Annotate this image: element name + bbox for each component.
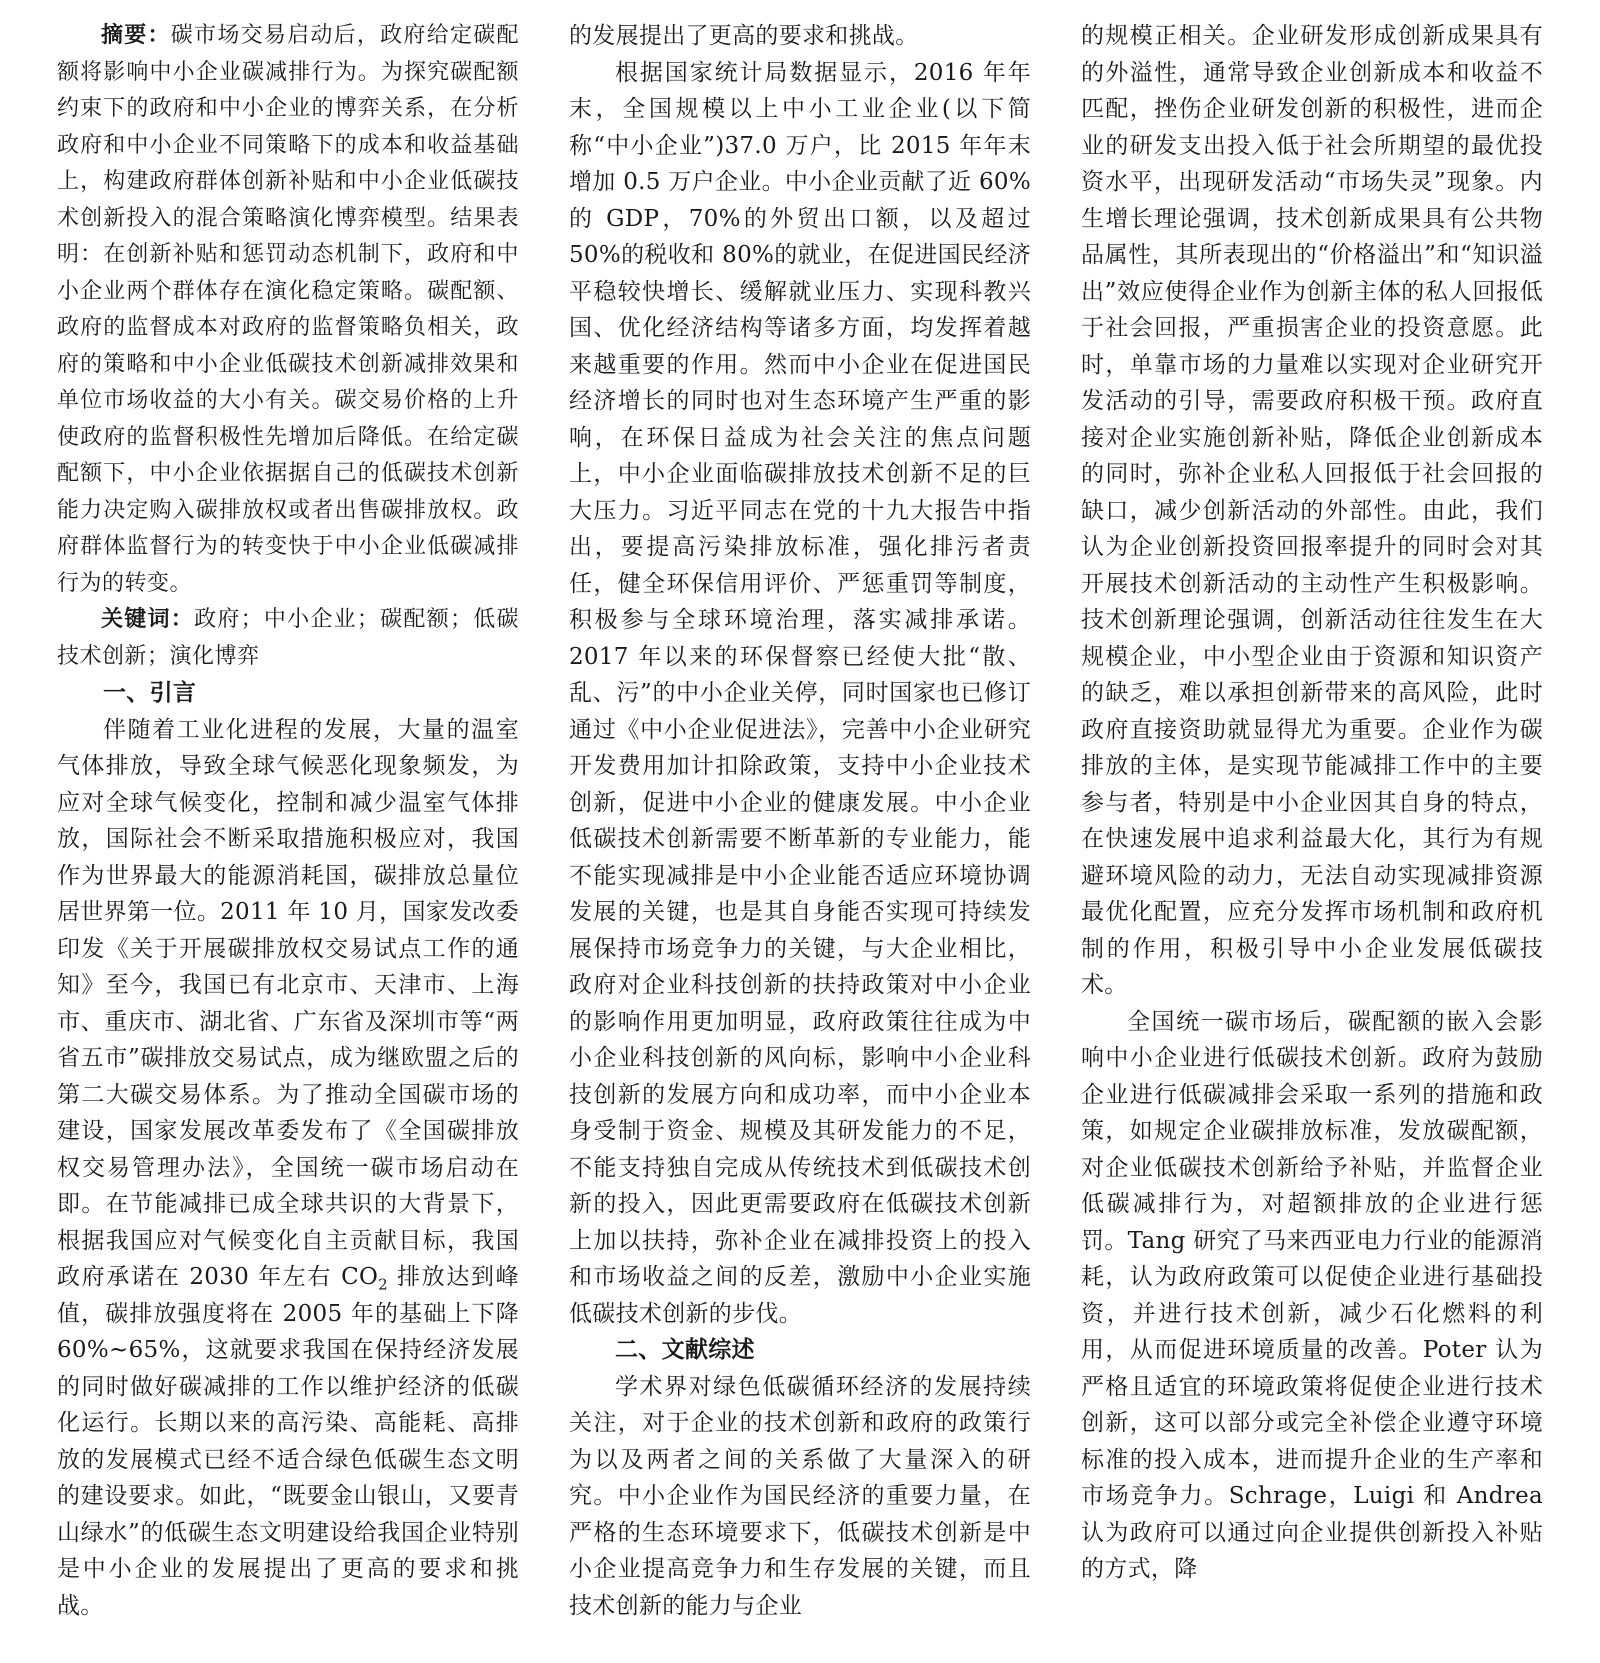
paper-page <box>57 18 1543 1648</box>
abstract <box>57 18 519 602</box>
intro-paragraph-2: 根据国家统计局数据显示，2016 年年末，全国规模以上中小工业企业(以下简称“中小企业”)37.0 万户，比 2015 年年末增加 0.5 万户企业。中小企业贡献了近 60%的 GDP，70%的外贸出口额，以及超过 50%的税收和 80%的就业，在促进国民经济平稳较快增长、缓解就业压力、实现科教兴国、优化经济结构等诸多方面，均发挥着越来越重要的作用。然而中小企业在促进国民经济增长的同时也对生态环境产生严重的影响，在环保日益成为社会关注的焦点问题上，中小企业面临碳排放技术创新不足的巨大压力。习近平同志在党的十九大报告中指出，要提高污染排放标准，强化排污者责任，健全环保信用评价、严惩重罚等制度，积极参与全球环境治理，落实减排承诺。2017 年以来的环保督察已经使大批“散、乱、污”的中小企业关停，同时国家也已修订通过《中小企业促进法》，完善中小企业研究开发费用加计扣除政策，支持中小企业技术创新，促进中小企业的健康发展。中小企业低碳技术创新需要不断革新的专业能力，能不能实现减排是中小企业能否适应环境协调发展的关键，也是其自身能否实现可持续发展保持市场竞争力的关键，与大企业相比，政府对企业科技创新的扶持政策对中小企业的影响作用更加明显，政府政策往往成为中小企业科技创新的风向标，影响中小企业科技创新的发展方向和成功率，而中小企业本身受制于资金、规模及其研发能力的不足，不能支持独自完成从传统技术到低碳技术创新的投入，因此更需要政府在低碳技术创新上加以扶持，弥补企业在减排投资上的投入和市场收益之间的反差，激励中小企业实施低碳技术创新的步伐。 <box>569 59 1031 1327</box>
co2-subscript: 2 <box>378 1275 388 1294</box>
text-column-2 <box>569 18 1031 1648</box>
intro-paragraph-1-tail: 的发展提出了更高的要求和挑战。 <box>569 23 919 49</box>
abstract-text: 碳市场交易启动后，政府给定碳配额将影响中小企业碳减排行为。为探究碳配额约束下的政府和中小企业的博弈关系，在分析政府和中小企业不同策略下的成本和收益基础上，构建政府群体创新补贴和中小企业低碳技术创新投入的混合策略演化博弈模型。结果表明：在创新补贴和惩罚动态机制下，政府和中小企业两个群体存在演化稳定策略。碳配额、政府的监督成本对政府的监督策略负相关，政府的策略和中小企业低碳技术创新减排效果和单位市场收益的大小有关。碳交易价格的上升使政府的监督积极性先增加后降低。在给定碳配额下，中小企业依据据自己的低碳技术创新能力决定购入碳排放权或者出售碳排放权。政府群体监督行为的转变快于中小企业低碳减排行为的转变。 <box>57 23 519 596</box>
text-column-1 <box>57 18 519 1648</box>
abstract-label: 摘要： <box>101 23 171 48</box>
keywords-label: 关键词： <box>101 607 195 632</box>
keywords <box>57 602 519 675</box>
keywords-text: 政府；中小企业；碳配额；低碳技术创新；演化博弈 <box>57 607 519 669</box>
section-title-introduction: 一、引言 <box>103 680 197 706</box>
intro-paragraph-1 <box>57 712 519 1625</box>
text-column-3 <box>1081 18 1543 1648</box>
review-paragraph-2: 全国统一碳市场后，碳配额的嵌入会影响中小企业进行低碳技术创新。政府为鼓励企业进行低碳减排会采取一系列的措施和政策，如规定企业碳排放标准，发放碳配额，对企业低碳技术创新给予补贴，并监督企业低碳减排行为，对超额排放的企业进行惩罚。Tang 研究了马来西亚电力行业的能源消耗，认为政府政策可以促使企业进行基础投资，并进行技术创新，减少石化燃料的利用，从而促进环境质量的改善。Poter 认为严格且适宜的环境政策将促使企业进行技术创新，这可以部分或完全补偿企业遵守环境标准的投入成本，进而提升企业的生产率和市场竞争力。Schrage，Luigi 和 Andrea 认为政府可以通过向企业提供创新投入补贴的方式，降 <box>1081 1008 1543 1582</box>
review-paragraph-1-head: 学术界对绿色低碳循环经济的发展持续关注，对于企业的技术创新和政府的政策行为以及两者之间的关系做了大量深入的研究。中小企业作为国民经济的重要力量，在严格的生态环境要求下，低碳技术创新是中小企业提高竞争力和生存发展的关键，而且技术创新的能力与企业 <box>569 1373 1031 1619</box>
section-title-literature-review: 二、文献综述 <box>615 1337 755 1363</box>
review-paragraph-1-tail: 的规模正相关。企业研发形成创新成果具有的外溢性，通常导致企业创新成本和收益不匹配，挫伤企业研发创新的积极性，进而企业的研发支出投入低于社会所期望的最优投资水平，出现研发活动“市场失灵”现象。内生增长理论强调，技术创新成果具有公共物品属性，其所表现出的“价格溢出”和“知识溢出”效应使得企业作为创新主体的私人回报低于社会回报，严重损害企业的投资意愿。此时，单靠市场的力量难以实现对企业研究开发活动的引导，需要政府积极干预。政府直接对企业实施创新补贴，降低企业创新成本的同时，弥补企业私人回报低于社会回报的缺口，减少创新活动的外部性。由此，我们认为企业创新投资回报率提升的同时会对其开展技术创新活动的主动性产生积极影响。技术创新理论强调，创新活动往往发生在大规模企业，中小型企业由于资源和知识资产的缺乏，难以承担创新带来的高风险，此时政府直接资助就显得尤为重要。企业作为碳排放的主体，是实现节能减排工作中的主要参与者，特别是中小企业因其自身的特点，在快速发展中追求利益最大化，其行为有规避环境风险的动力，无法自动实现减排资源最优化配置，应充分发挥市场机制和政府机制的作用，积极引导中小企业发展低碳技术。 <box>1081 23 1543 998</box>
intro-paragraph-1-part-b: 排放达到峰值，碳排放强度将在 2005 年的基础上下降 60%~65%，这就要求我国在保持经济发展的同时做好碳减排的工作以维护经济的低碳化运行。长期以来的高污染、高能耗、高排放的发展模式已经不适合绿色低碳生态文明的建设要求。如此，“既要金山银山，又要青山绿水”的低碳生态文明建设给我国企业特别是中小企业的发展提出了更高的要求和挑战。 <box>57 1264 519 1619</box>
intro-paragraph-1-part-a: 伴随着工业化进程的发展，大量的温室气体排放，导致全球气候恶化现象频发，为应对全球气候变化，控制和减少温室气体排放，国际社会不断采取措施积极应对，我国作为世界最大的能源消耗国，碳排放总量位居世界第一位。2011 年 10 月，国家发改委印发《关于开展碳排放权交易试点工作的通知》至今，我国已有北京市、天津市、上海市、重庆市、湖北省、广东省及深圳市等“两省五市”碳排放交易试点，成为继欧盟之后的第二大碳交易体系。为了推动全国碳市场的建设，国家发展改革委发布了《全国碳排放权交易管理办法》，全国统一碳市场启动在即。在节能减排已成全球共识的大背景下，根据我国应对气候变化自主贡献目标，我国政府承诺在 2030 年左右 CO <box>57 716 519 1290</box>
